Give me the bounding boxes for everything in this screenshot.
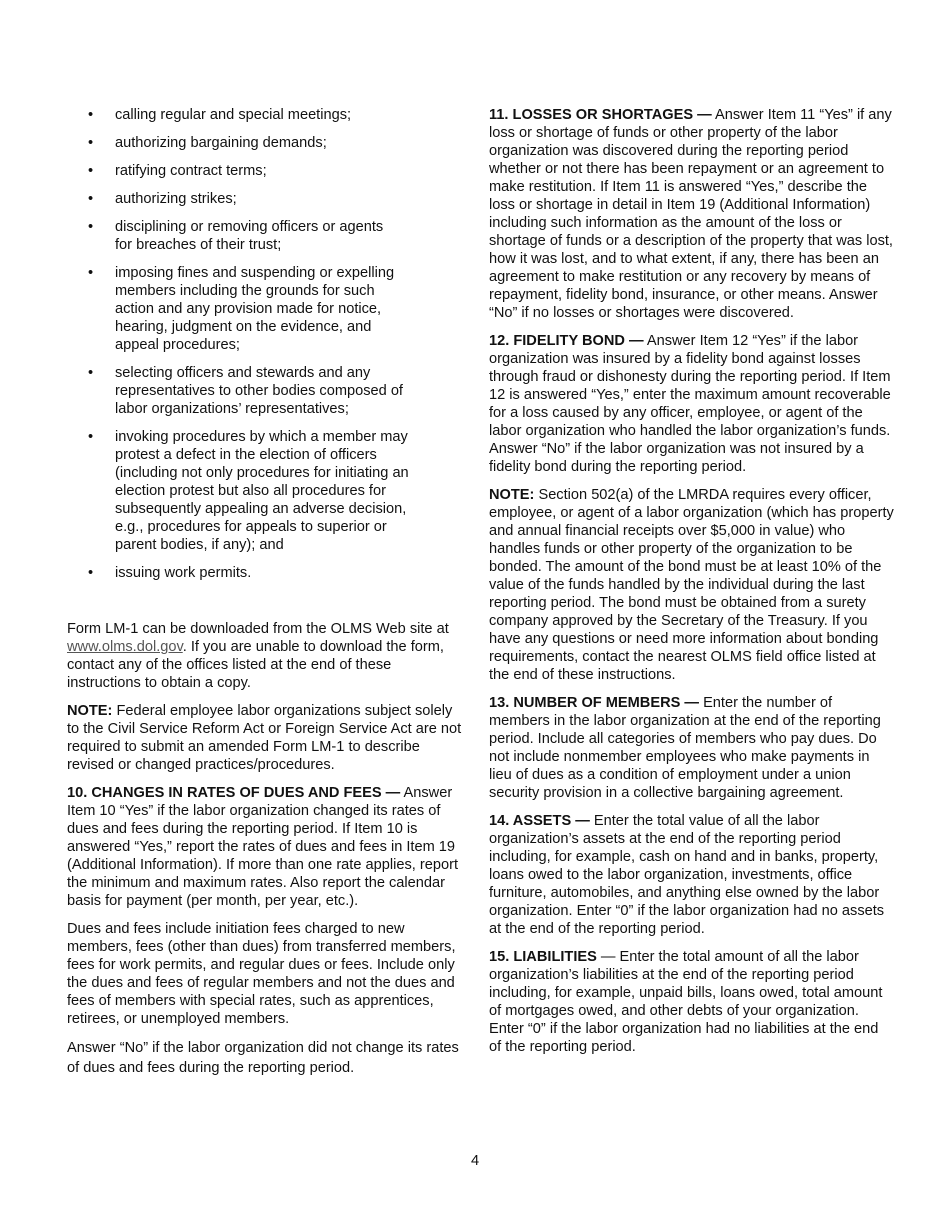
note-label: NOTE: (489, 487, 535, 503)
list-item-text: invoking procedures by which a member may protest a defect in the election of officers (including not only procedures for initiating an election protest but also all procedures for subsequently appealing an adverse decision, e.g., procedures for appeals to superior or parent bodies, if any); and (115, 429, 409, 553)
bullet-icon: • (88, 107, 94, 123)
list-item-text: authorizing strikes; (115, 191, 237, 207)
bullet-icon: • (88, 429, 94, 445)
list-item-text: disciplining or removing officers or agents for breaches of their trust; (115, 219, 384, 253)
note-bonding: NOTE: Section 502(a) of the LMRDA requires every officer, employee, or agent of a labor organization (which has property and annual financial receipts over $5,000 in value) who handles funds or other property of the organization to be bonded. The amount of the bond must be at least 10% of the value of the funds handled by the individual during the last reporting period. The bond must be obtained from a surety company approved by the Secretary of the Treasury. If you have any questions or need more information about bonding requirements, contact the nearest OLMS field office listed at the end of these instructions. (489, 487, 894, 683)
item-12-heading: 12. FIDELITY BOND — (489, 333, 644, 349)
note-label: NOTE: (67, 703, 113, 719)
list-item-text: authorizing bargaining demands; (115, 135, 327, 151)
bullet-icon: • (88, 365, 94, 381)
item-13-heading: 13. NUMBER OF MEMBERS — (489, 695, 700, 711)
bullet-icon: • (88, 565, 94, 581)
bullet-icon: • (88, 265, 94, 281)
item-11-paragraph: 11. LOSSES OR SHORTAGES — Answer Item 11 “Yes” if any loss or shortage of funds or other property of the labor organization was discovered during the reporting period whether or not there has been repayment or an agreement to make restitution. If Item 11 is answered “Yes,” describe the loss or shortage in detail in Item 19 (Additional Information) including such information as the amount of the loss or shortage of funds or a description of the property that was lost, how it was lost, and to what extent, if any, there has been an agreement to make restitution or any recovery by means of repayment, fidelity bond, insurance, or other means. Answer “No” if no losses or shortages were discovered. (489, 107, 893, 321)
page-number: 4 (470, 1153, 480, 1169)
bullet-icon: • (88, 219, 94, 235)
list-item (67, 134, 462, 152)
list-item-text: calling regular and special meetings; (115, 107, 352, 123)
item-14-heading: 14. ASSETS — (489, 813, 590, 829)
list-item (67, 190, 462, 208)
list-item-text: imposing fines and suspending or expelling members including the grounds for such action and any provision made for notice, hearing, judgment on the evidence, and appeal procedures; (115, 265, 395, 353)
left-column (67, 106, 462, 1088)
list-item-text: issuing work permits. (115, 565, 252, 581)
olms-website-link[interactable]: www.olms.dol.gov (67, 639, 183, 655)
list-item (67, 428, 462, 554)
item-11-heading: 11. LOSSES OR SHORTAGES — (489, 107, 712, 123)
item-10-answer-no: Answer “No” if the labor organization did not change its rates of dues and fees during the reporting period. (67, 1040, 459, 1076)
right-column (489, 106, 894, 1066)
spacer (67, 592, 462, 620)
list-item (67, 218, 462, 254)
list-item-text: ratifying contract terms; (115, 163, 267, 179)
item-10-heading: 10. CHANGES IN RATES OF DUES AND FEES — (67, 785, 401, 801)
bullet-icon: • (88, 163, 94, 179)
item-12-paragraph: 12. FIDELITY BOND — Answer Item 12 “Yes” if the labor organization was insured by a fidelity bond against losses through fraud or dishonesty during the reporting period. If Item 12 is answered “Yes,” enter the maximum amount recoverable for a loss caused by any officer, employee, or agent of the labor organization who handled the labor organization’s funds. Answer “No” if the labor organization was not insured by a fidelity bond during the reporting period. (489, 333, 891, 475)
bullet-icon: • (88, 135, 94, 151)
list-item (67, 564, 462, 582)
download-paragraph: Form LM-1 can be downloaded from the OLMS Web site at www.olms.dol.gov. If you are unable to download the form, contact any of the offices listed at the end of these instructions to obtain a copy. (67, 621, 449, 691)
list-item (67, 106, 462, 124)
list-item-text: selecting officers and stewards and any representatives to other bodies composed of labor organizations’ representatives; (115, 365, 403, 417)
item-13-paragraph: 13. NUMBER OF MEMBERS — Enter the number of members in the labor organization at the end of the reporting period. Include all categories of members who pay dues. Do not include nonmember employees who make payments in lieu of dues as a condition of employment under a union security provision in a collective bargaining agreement. (489, 695, 881, 801)
item-10-paragraph: 10. CHANGES IN RATES OF DUES AND FEES — Answer Item 10 “Yes” if the labor organization changed its rates of dues and fees during the reporting period. If Item 10 is answered “Yes,” report the rates of dues and fees in Item 19 (Additional Information). If more than one rate applies, report the minimum and maximum rates. Also report the calendar basis for payment (per month, per year, etc.). (67, 785, 458, 909)
item-14-paragraph: 14. ASSETS — Enter the total value of all the labor organization’s assets at the end of the reporting period including, for example, cash on hand and in banks, property, loans owed to the labor organization, investments, office furniture, automobiles, and anything else owned by the labor organization. Enter “0” if the labor organization had no assets at the end of the reporting period. (489, 813, 885, 937)
bullet-list (67, 106, 462, 582)
note-federal-employee: NOTE: Federal employee labor organizations subject solely to the Civil Service Reform Act or Foreign Service Act are not required to submit an amended Form LM-1 to describe revised or changed practices/procedures. (67, 703, 462, 773)
item-15-heading: 15. LIABILITIES (489, 949, 597, 965)
bullet-icon: • (88, 191, 94, 207)
item-15-paragraph: 15. LIABILITIES — Enter the total amount of all the labor organization’s liabilities at the end of the reporting period including, for example, unpaid bills, loans owed, total amount of mortgages owed, and other debts of your organization. Enter “0” if the labor organization had no liabilities at the end of the reporting period. (489, 949, 883, 1055)
list-item (67, 364, 462, 418)
list-item (67, 264, 462, 354)
item-10-dues-paragraph: Dues and fees include initiation fees charged to new members, fees (other than dues) from transferred members, fees for work permits, and regular dues or fees. Include only the dues and fees of regular members and not the dues and fees of members with special rates, such as apprentices, retirees, or unemployed members. (67, 921, 456, 1027)
list-item (67, 162, 462, 180)
